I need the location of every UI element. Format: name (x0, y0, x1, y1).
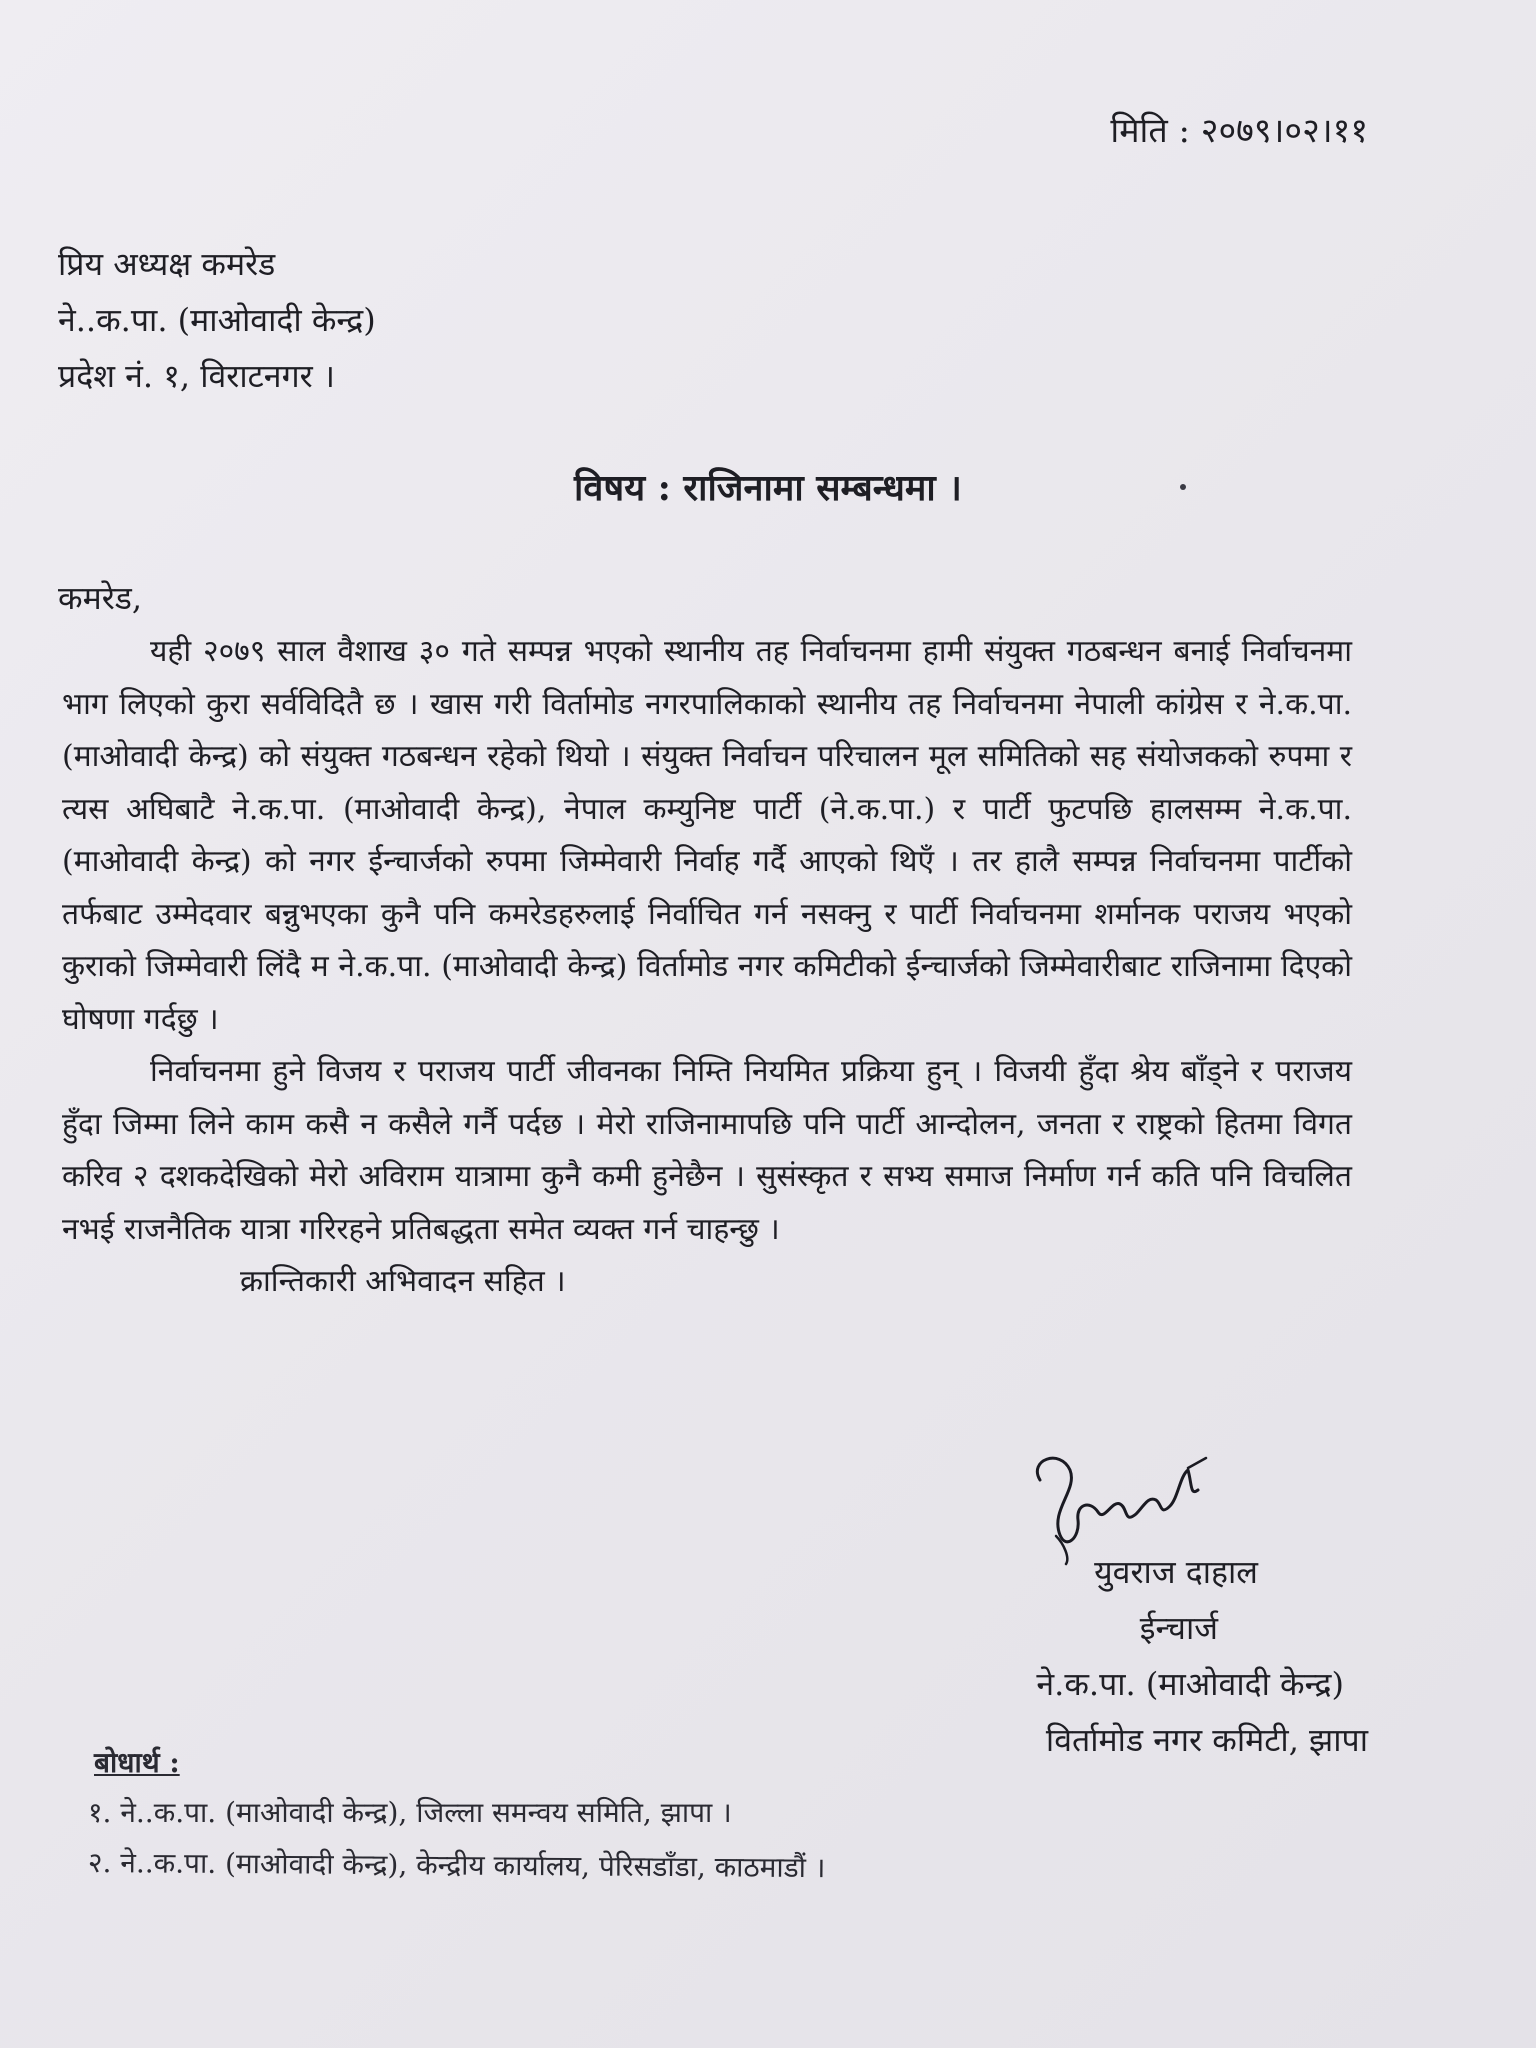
letter-subject: विषय : राजिनामा सम्बन्धमा । (574, 467, 962, 509)
sender-block (1036, 1544, 1368, 1768)
ink-speck (1180, 484, 1186, 490)
sender-name: युवराज दाहाल (1094, 1553, 1258, 1591)
cc-title: बोधार्थ : (94, 1746, 180, 1779)
sender-committee: विर्तामोड नगर कमिटी, झापा (1045, 1721, 1368, 1759)
body-paragraph: निर्वाचनमा हुने विजय र पराजय पार्टी जीवनका निम्ति नियमित प्रक्रिया हुन् । विजयी हुँदा श्रेय बाँड्ने र पराजय हुँदा जिम्मा लिने काम कसै न कसैले गर्नै पर्दछ । मेरो राजिनामापछि पनि पार्टी आन्दोलन, जनता र राष्ट्रको हितमा विगत करिव २ दशकदेखिको मेरो अविराम यात्रामा कुनै कमी हुनेछैन । सुसंस्कृत र सभ्य समाज निर्माण गर्न कति पनि विचलित नभई राजनैतिक यात्रा गरिरहने प्रतिबद्धता समेत व्यक्त गर्न चाहन्छु । (62, 1054, 1352, 1247)
sender-role: ईन्चार्ज (1139, 1609, 1218, 1647)
body-paragraph: यही २०७९ साल वैशाख ३० गते सम्पन्न भएको स्थानीय तह निर्वाचनमा हामी संयुक्त गठबन्धन बनाई निर्वाचनमा भाग लिएको कुरा सर्वविदितै छ । खास गरी विर्तामोड नगरपालिकाको स्थानीय तह निर्वाचनमा नेपाली कांग्रेस र ने.क.पा. (माओवादी केन्द्र) को संयुक्त गठबन्धन रहेको थियो । संयुक्त निर्वाचन परिचालन मूल समितिको सह संयोजकको रुपमा र त्यस अघिबाटै ने.क.पा. (माओवादी केन्द्र), नेपाल कम्युनिष्ट पार्टी (ने.क.पा.) र पार्टी फुटपछि हालसम्म ने.क.पा. (माओवादी केन्द्र) को नगर ईन्चार्जको रुपमा जिम्मेवारी निर्वाह गर्दै आएको थिएँ । तर हालै सम्पन्न निर्वाचनमा पार्टीको तर्फबाट उम्मेदवार बन्नुभएका कुनै पनि कमरेडहरुलाई निर्वाचित गर्न नसक्नु र पार्टी निर्वाचनमा शर्मानक पराजय भएको कुराको जिम्मेवारी लिंदै म ने.क.पा. (माओवादी केन्द्र) विर्तामोड नगर कमिटीको ईन्चार्जको जिम्मेवारीबाट राजिनामा दिएको घोषणा गर्दछु । (62, 634, 1352, 1037)
cc-item: २. ने..क.पा. (माओवादी केन्द्र), केन्द्रीय कार्यालय, पेरिसडाँडा, काठमाडौं । (87, 1846, 826, 1885)
letter-body (62, 626, 1352, 1309)
address-line: प्रदेश नं. १, विराटनगर । (58, 357, 335, 395)
cc-item: १. ने..क.पा. (माओवादी केन्द्र), जिल्ला समन्वय समिति, झापा । (88, 1796, 732, 1829)
salutation: कमरेड, (58, 579, 143, 617)
address-line: ने..क.पा. (माओवादी केन्द्र) (58, 301, 376, 339)
recipient-address (58, 236, 376, 404)
closing-line: क्रान्तिकारी अभिवादन सहित । (240, 1264, 566, 1299)
address-line: प्रिय अध्यक्ष कमरेड (58, 245, 276, 283)
sender-party: ने.क.पा. (माओवादी केन्द्र) (1036, 1665, 1344, 1703)
letter-date: मिति : २०७९।०२।११ (1110, 111, 1368, 151)
cc-section (88, 1738, 825, 1888)
